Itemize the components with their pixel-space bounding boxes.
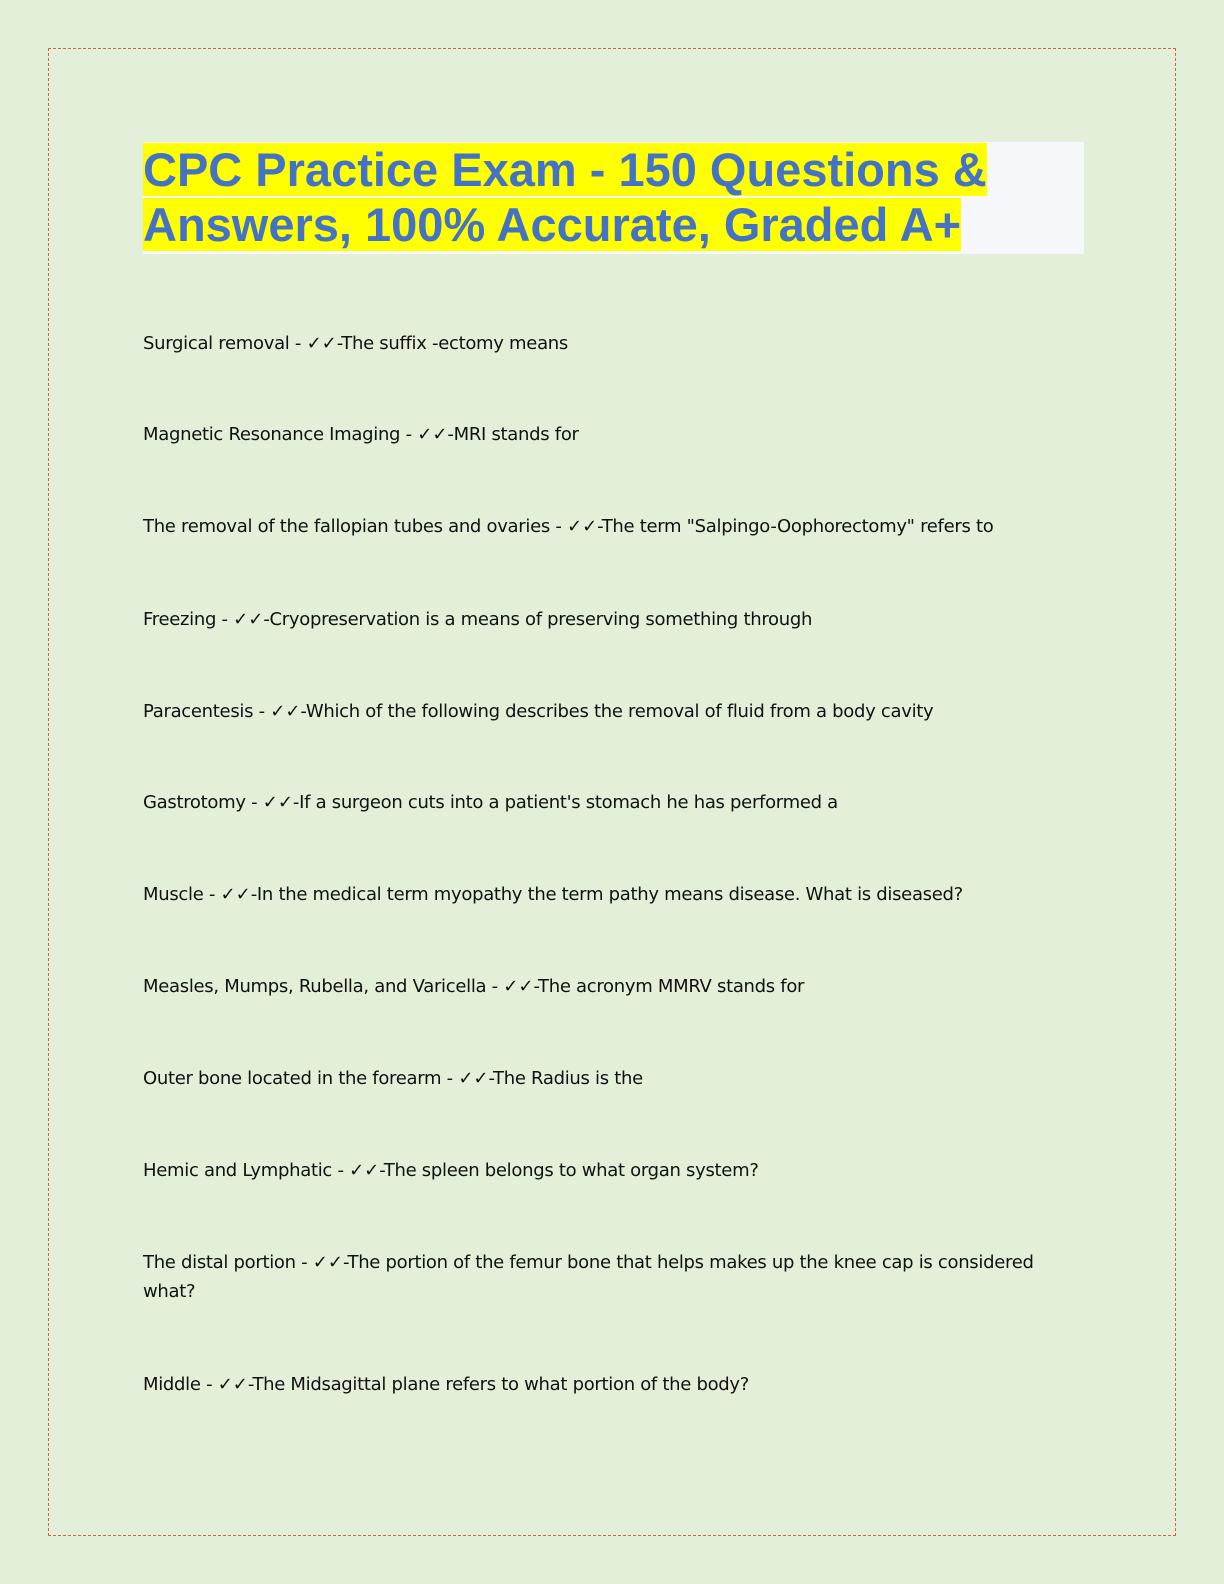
qa-answer: Muscle xyxy=(143,884,204,905)
qa-answer: Outer bone located in the forearm xyxy=(143,1068,442,1089)
qa-answer: Measles, Mumps, Rubella, and Varicella xyxy=(143,976,487,997)
qa-item xyxy=(143,880,1073,909)
double-check-icon: ✓✓ xyxy=(417,424,448,445)
qa-question: In the medical term myopathy the term pathy means disease. What is diseased? xyxy=(256,884,963,905)
double-check-icon: ✓✓ xyxy=(262,792,293,813)
qa-question: The acronym MMRV stands for xyxy=(538,976,805,997)
double-check-icon: ✓✓ xyxy=(306,333,337,354)
qa-answer: Hemic and Lymphatic xyxy=(143,1160,333,1181)
qa-answer: Magnetic Resonance Imaging xyxy=(143,424,401,445)
qa-answer: Paracentesis xyxy=(143,701,254,722)
qa-separator: - xyxy=(263,609,270,630)
qa-separator: - xyxy=(549,516,567,537)
double-check-icon: ✓✓ xyxy=(233,609,264,630)
qa-answer: Middle xyxy=(143,1374,201,1395)
double-check-icon: ✓✓ xyxy=(217,1374,248,1395)
qa-item xyxy=(143,697,1073,726)
qa-question: The portion of the femur bone that helps makes up the knee cap is considered what? xyxy=(143,1252,1034,1302)
qa-question: MRI stands for xyxy=(453,424,579,445)
qa-separator: - xyxy=(597,516,602,537)
document-title xyxy=(143,142,1084,252)
qa-question: The Midsagittal plane refers to what portion of the body? xyxy=(252,1374,750,1395)
qa-answer: The distal portion xyxy=(143,1252,296,1273)
qa-question: Cryopreservation is a means of preserving something through xyxy=(269,609,813,630)
qa-separator: - xyxy=(216,609,234,630)
qa-question: The term "Salpingo-Oophorectomy" refers to xyxy=(601,516,994,537)
qa-separator: - xyxy=(447,424,454,445)
qa-separator: - xyxy=(300,701,306,722)
qa-separator: - xyxy=(247,1374,253,1395)
qa-item xyxy=(143,512,1073,541)
qa-item xyxy=(143,788,1073,817)
qa-item xyxy=(143,1370,1073,1399)
qa-item xyxy=(143,329,1073,358)
double-check-icon: ✓✓ xyxy=(270,701,301,722)
qa-item xyxy=(143,420,1073,449)
qa-item xyxy=(143,605,1073,634)
qa-separator: - xyxy=(336,333,342,354)
qa-separator: - xyxy=(253,701,271,722)
qa-separator: - xyxy=(295,1252,313,1273)
qa-answer: The removal of the fallopian tubes and ovaries xyxy=(143,516,550,537)
qa-question: The Radius is the xyxy=(493,1068,643,1089)
title-block xyxy=(143,142,1084,254)
qa-separator: - xyxy=(400,424,418,445)
double-check-icon: ✓✓ xyxy=(349,1160,380,1181)
qa-item xyxy=(143,1064,1073,1093)
double-check-icon: ✓✓ xyxy=(312,1252,343,1273)
double-check-icon: ✓✓ xyxy=(458,1068,489,1089)
qa-separator: - xyxy=(332,1160,350,1181)
title-line-1: CPC Practice Exam - 150 Questions & xyxy=(143,143,987,196)
double-check-icon: ✓✓ xyxy=(503,976,534,997)
qa-separator: - xyxy=(250,884,257,905)
qa-separator: - xyxy=(292,792,300,813)
qa-separator: - xyxy=(533,976,539,997)
qa-separator: - xyxy=(245,792,263,813)
qa-item xyxy=(143,1248,1073,1306)
qa-answer: Surgical removal xyxy=(143,333,290,354)
qa-answer: Gastrotomy xyxy=(143,792,246,813)
qa-separator: - xyxy=(488,1068,494,1089)
qa-question: The suffix -ectomy means xyxy=(341,333,568,354)
qa-separator: - xyxy=(441,1068,459,1089)
qa-question: Which of the following describes the removal of fluid from a body cavity xyxy=(305,701,934,722)
qa-separator: - xyxy=(289,333,307,354)
qa-separator: - xyxy=(379,1160,384,1181)
qa-question: If a surgeon cuts into a patient's stomach he has performed a xyxy=(299,792,838,813)
double-check-icon: ✓✓ xyxy=(566,516,598,537)
qa-answer: Freezing xyxy=(143,609,217,630)
qa-separator: - xyxy=(486,976,504,997)
qa-item xyxy=(143,1156,1073,1185)
qa-separator: - xyxy=(203,884,221,905)
qa-question: The spleen belongs to what organ system? xyxy=(383,1160,759,1181)
qa-item xyxy=(143,972,1073,1001)
double-check-icon: ✓✓ xyxy=(220,884,251,905)
qa-separator: - xyxy=(342,1252,348,1273)
qa-separator: - xyxy=(200,1374,218,1395)
title-line-2: Answers, 100% Accurate, Graded A+ xyxy=(143,198,962,251)
